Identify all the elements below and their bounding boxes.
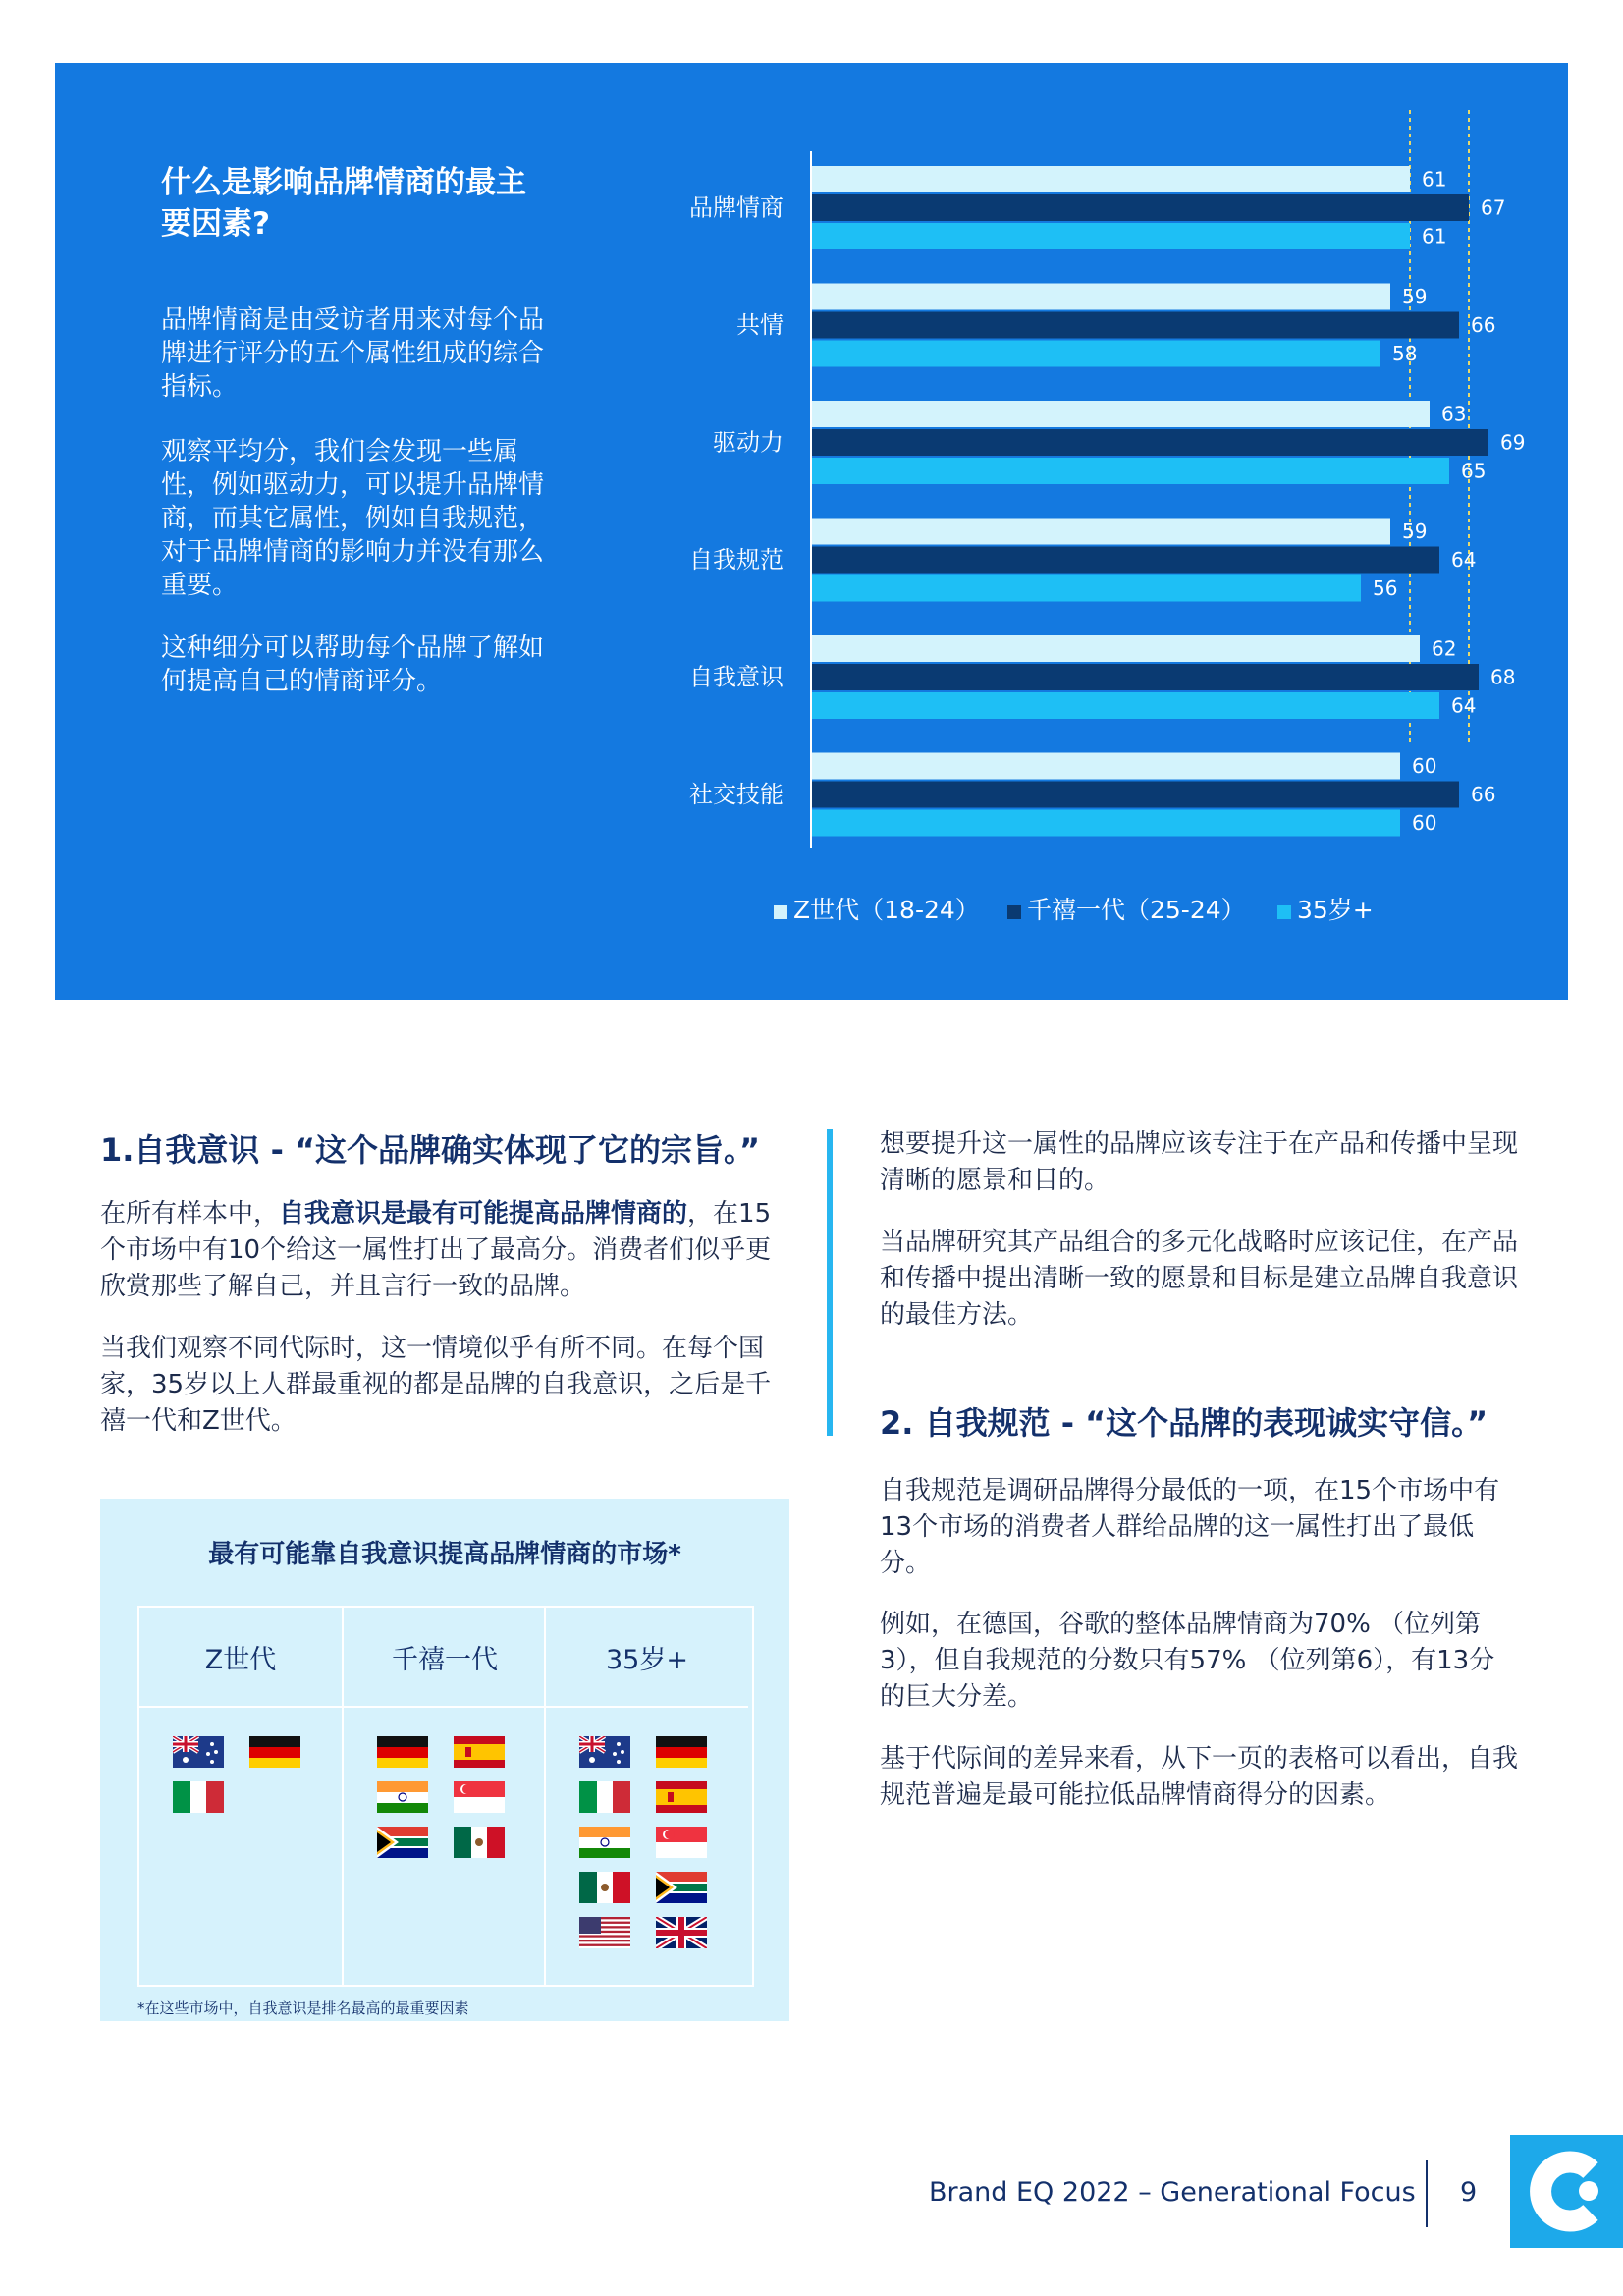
section1-paragraph-2: 当我们观察不同代际时，这一情境似乎有所不同。在每个国家，35岁以上人群最重视的都是品牌的自我意识，之后是千禧一代和Z世代。 [100, 1334, 772, 1436]
section1-right-paragraph-2: 当品牌研究其产品组合的多元化战略时应该记住，在产品和传播中提出清晰一致的愿景和目标是建立品牌自我意识的最佳方法。 [880, 1228, 1519, 1330]
bar [811, 575, 1361, 602]
bar-value-label: 64 [1451, 548, 1477, 572]
section1-paragraph-1 [100, 1196, 787, 1305]
bar-value-label: 60 [1412, 811, 1437, 835]
section1-p1-start: 在所有样本中， [100, 1199, 280, 1229]
hero-paragraph-2: 观察平均分，我们会发现一些属性，例如驱动力，可以提升品牌情商，而其它属性，例如自我规范，对于品牌情商的影响力并没有那么重要。 [161, 437, 545, 600]
bar-value-label: 60 [1412, 754, 1437, 778]
spain-flag [656, 1781, 707, 1813]
table-header-gen-z: Z世代 [139, 1608, 342, 1708]
bar [811, 341, 1380, 367]
bar [811, 458, 1449, 484]
singapore-flag [454, 1781, 505, 1813]
australia-flag [579, 1736, 630, 1768]
australia-flag [173, 1736, 224, 1768]
legend-label: 千禧一代（25-24） [1027, 896, 1246, 924]
bar [811, 753, 1400, 780]
hero-paragraph-3: 这种细分可以帮助每个品牌了解如何提高自己的情商评分。 [161, 633, 545, 696]
legend-swatch [1277, 905, 1291, 919]
italy-flag [173, 1781, 224, 1813]
bar-value-label: 65 [1461, 459, 1487, 483]
table-header-millennials: 千禧一代 [344, 1608, 546, 1708]
south-africa-flag [377, 1827, 428, 1858]
bar-value-label: 62 [1432, 636, 1457, 661]
germany-flag [656, 1736, 707, 1768]
india-flag [377, 1781, 428, 1813]
bar [811, 519, 1390, 545]
bar [811, 782, 1459, 808]
bar-value-label: 63 [1441, 402, 1467, 426]
bar [811, 547, 1439, 574]
hero-title: 什么是影响品牌情商的最主要因素? [161, 165, 526, 242]
hero-paragraph-1: 品牌情商是由受访者用来对每个品牌进行评分的五个属性组成的综合指标。 [161, 305, 545, 402]
bar-value-label: 64 [1451, 693, 1477, 718]
section2-paragraph-3: 基于代际间的差异来看，从下一页的表格可以看出，自我规范普遍是最可能拉低品牌情商得分的因素。 [880, 1744, 1519, 1810]
singapore-flag [656, 1827, 707, 1858]
legend-label: Z世代（18-24） [793, 896, 980, 924]
table-column-millennials [342, 1608, 546, 1985]
legend-swatch [1007, 905, 1021, 919]
bar-value-label: 58 [1392, 342, 1418, 365]
section1-heading: 1.自我意识 - “这个品牌确实体现了它的宗旨。” [100, 1131, 761, 1169]
section1-right-paragraph-1: 想要提升这一属性的品牌应该专注于在产品和传播中呈现清晰的愿景和目的。 [880, 1129, 1519, 1195]
market-table-title: 最有可能靠自我意识提高品牌情商的市场* [208, 1540, 681, 1569]
table-column-gen-z [139, 1608, 342, 1985]
footer-divider [1426, 2160, 1428, 2227]
category-label: 自我规范 [689, 546, 784, 574]
market-table [137, 1606, 754, 1987]
category-label: 品牌情商 [689, 193, 784, 222]
bar-value-label: 66 [1471, 313, 1496, 337]
table-header-35-plus: 35岁+ [546, 1608, 748, 1708]
page-number: 9 [1460, 2177, 1478, 2208]
section2-paragraph-2: 例如，在德国，谷歌的整体品牌情商为70% （位列第3），但自我规范的分数只有57% （位列第6），有13分的巨大分差。 [880, 1610, 1495, 1712]
bar-value-label: 66 [1471, 783, 1496, 806]
attribute-bar-chart [55, 63, 1568, 1000]
bar [811, 194, 1469, 221]
bar [811, 223, 1410, 249]
bar [811, 692, 1439, 719]
bar [811, 664, 1479, 690]
category-label: 社交技能 [689, 781, 784, 808]
bar [811, 284, 1390, 310]
south-africa-flag [656, 1872, 707, 1903]
india-flag [579, 1827, 630, 1858]
uk-flag [656, 1917, 707, 1948]
spain-flag [454, 1736, 505, 1768]
category-label: 共情 [736, 311, 784, 339]
section1-p1-end: ，在15个市场中有10个给这一属性打出了最高分。消费者们似乎更欣赏那些了解自己，并且言行一致的品牌。 [100, 1199, 772, 1301]
section2-heading: 2. 自我规范 - “这个品牌的表现诚实守信。” [880, 1404, 1488, 1442]
category-label: 自我意识 [689, 663, 784, 691]
bar [811, 401, 1430, 427]
bar [811, 810, 1400, 837]
bar-value-label: 68 [1490, 665, 1516, 689]
section2-paragraph-1: 自我规范是调研品牌得分最低的一项，在15个市场中有13个市场的消费者人群给品牌的这一属性打出了最低分。 [880, 1476, 1500, 1578]
italy-flag [579, 1781, 630, 1813]
bar-value-label: 69 [1500, 430, 1526, 455]
bar-value-label: 61 [1422, 167, 1447, 191]
table-footnote: *在这些市场中，自我意识是排名最高的最重要因素 [137, 1999, 469, 2017]
bar-value-label: 59 [1402, 285, 1428, 308]
bar [811, 429, 1488, 456]
mexico-flag [454, 1827, 505, 1858]
bar [811, 635, 1420, 662]
bar-value-label: 59 [1402, 519, 1428, 543]
bar-value-label: 56 [1373, 576, 1398, 600]
bar [811, 312, 1459, 339]
mexico-flag [579, 1872, 630, 1903]
legend-swatch [774, 905, 787, 919]
legend-label: 35岁+ [1297, 896, 1374, 924]
footer-title: Brand EQ 2022 – Generational Focus [929, 2177, 1416, 2208]
table-column-35-plus [544, 1608, 748, 1985]
category-label: 驱动力 [713, 428, 784, 457]
bar-value-label: 67 [1481, 195, 1506, 220]
c-logo-icon [1510, 2135, 1623, 2248]
column-divider [827, 1129, 833, 1436]
section1-p1-bold: 自我意识是最有可能提高品牌情商的 [279, 1199, 688, 1229]
bar-value-label: 61 [1422, 224, 1447, 248]
germany-flag [377, 1736, 428, 1768]
usa-flag [579, 1917, 630, 1948]
germany-flag [249, 1736, 300, 1768]
bar [811, 166, 1410, 192]
